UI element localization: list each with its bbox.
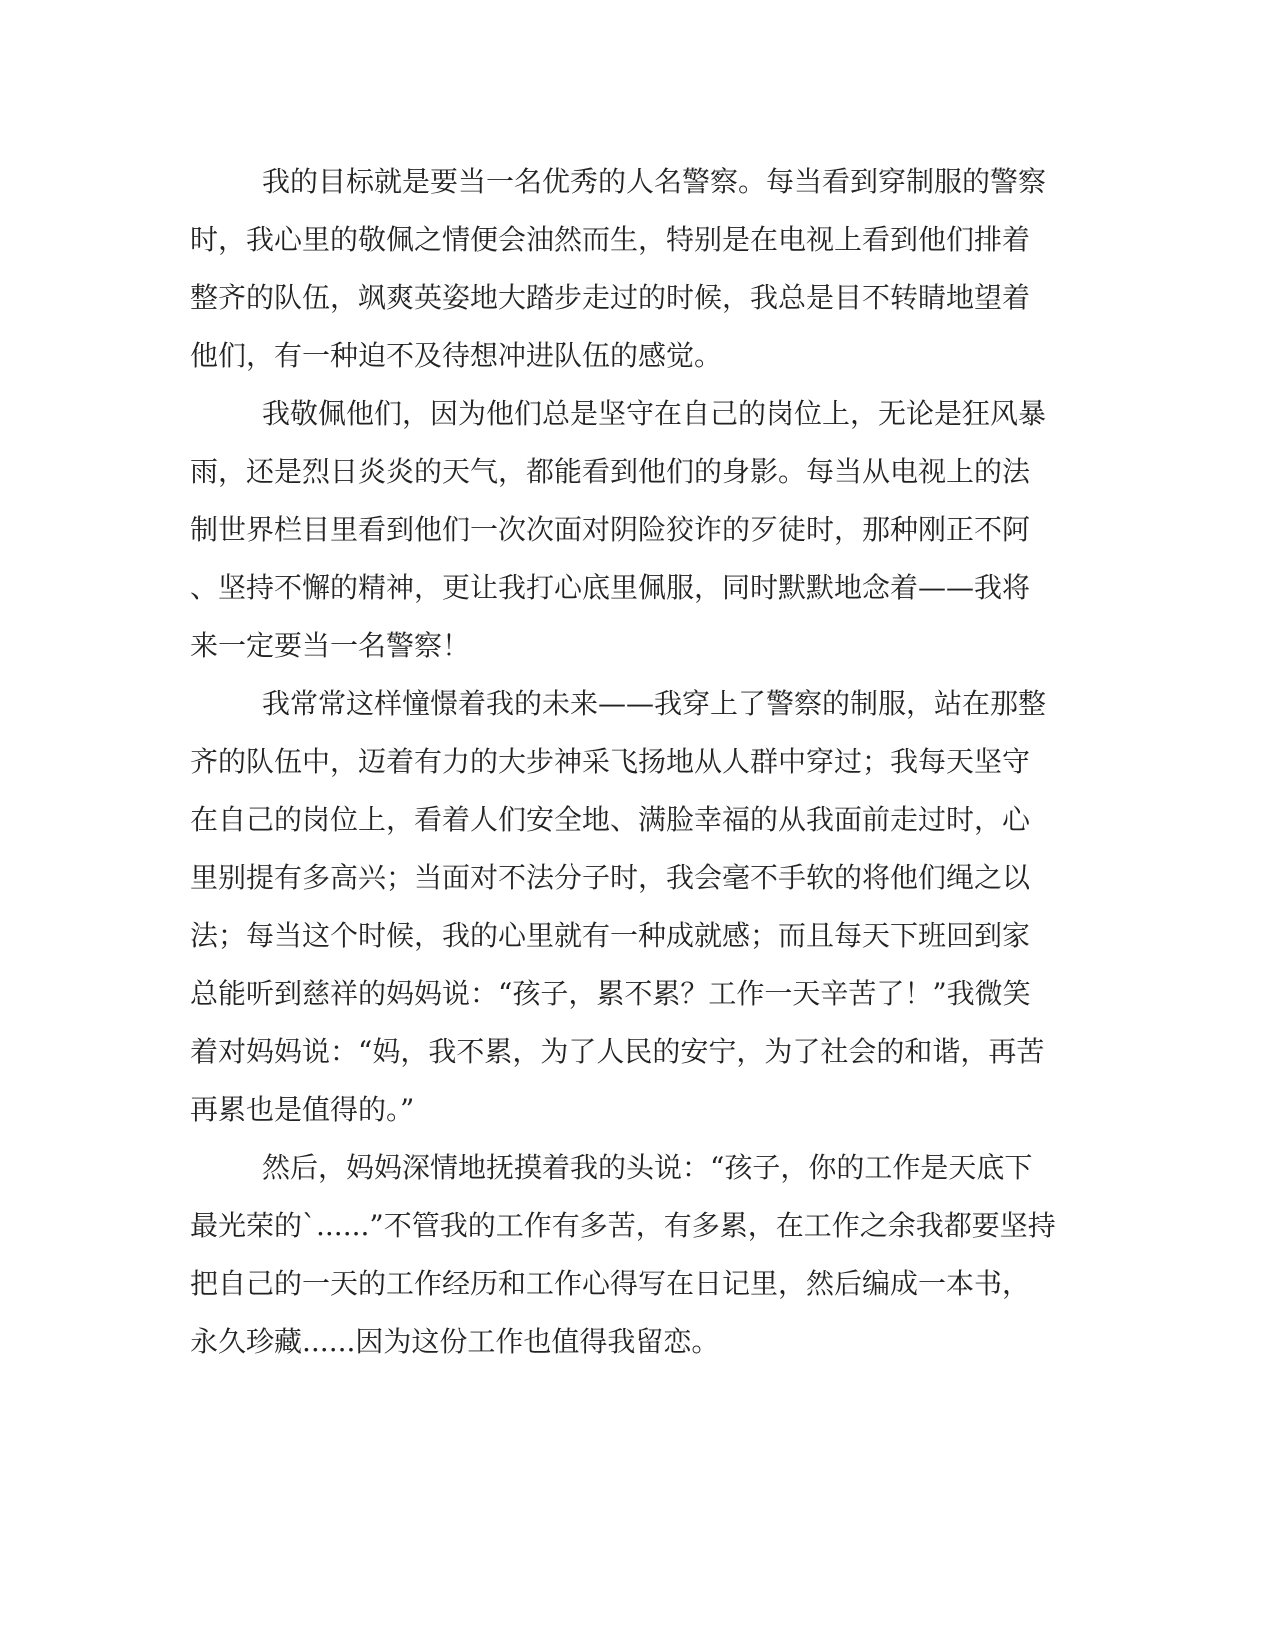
- paragraph-line: 、坚持不懈的精神，更让我打心底里佩服，同时默默地念着——我将: [190, 571, 1031, 604]
- paragraph-line: 着对妈妈说：“妈，我不累，为了人民的安宁，为了社会的和谐，再苦: [190, 1035, 1045, 1068]
- paragraph-line: 雨，还是烈日炎炎的天气，都能看到他们的身影。每当从电视上的法: [190, 455, 1031, 488]
- paragraph-line: 齐的队伍中，迈着有力的大步神采飞扬地从人群中穿过；我每天坚守: [190, 745, 1031, 778]
- paragraph-line: 整齐的队伍，飒爽英姿地大踏步走过的时候，我总是目不转睛地望着: [190, 281, 1031, 314]
- paragraph-line: 来一定要当一名警察！: [190, 629, 471, 662]
- paragraph-line: 里别提有多高兴；当面对不法分子时，我会毫不手软的将他们绳之以: [190, 861, 1031, 894]
- paragraph-line: 法；每当这个时候，我的心里就有一种成就感；而且每天下班回到家: [190, 919, 1031, 952]
- paragraph-line: 然后，妈妈深情地抚摸着我的头说：“孩子，你的工作是天底下: [262, 1151, 1033, 1184]
- paragraph-line: 永久珍藏......因为这份工作也值得我留恋。: [190, 1325, 720, 1358]
- paragraph-line: 制世界栏目里看到他们一次次面对阴险狡诈的歹徒时，那种刚正不阿: [190, 513, 1031, 546]
- paragraph-line: 时，我心里的敬佩之情便会油然而生，特别是在电视上看到他们排着: [190, 223, 1031, 256]
- paragraph-line: 我的目标就是要当一名优秀的人名警察。每当看到穿制服的警察: [262, 165, 1047, 198]
- paragraph-line: 把自己的一天的工作经历和工作心得写在日记里，然后编成一本书，: [190, 1267, 1031, 1300]
- paragraph-line: 在自己的岗位上，看着人们安全地、满脸幸福的从我面前走过时，心: [190, 803, 1031, 836]
- paragraph-line: 我敬佩他们，因为他们总是坚守在自己的岗位上，无论是狂风暴: [262, 397, 1047, 430]
- paragraph-line: 总能听到慈祥的妈妈说：“孩子，累不累？工作一天辛苦了！”我微笑: [190, 977, 1031, 1010]
- paragraph-line: 他们，有一种迫不及待想冲进队伍的感觉。: [190, 339, 723, 372]
- paragraph-line: 我常常这样憧憬着我的未来——我穿上了警察的制服，站在那整: [262, 687, 1047, 720]
- paragraph-line: 最光荣的`......”不管我的工作有多苦，有多累，在工作之余我都要坚持: [190, 1209, 1056, 1242]
- paragraph-line: 再累也是值得的。”: [190, 1093, 415, 1126]
